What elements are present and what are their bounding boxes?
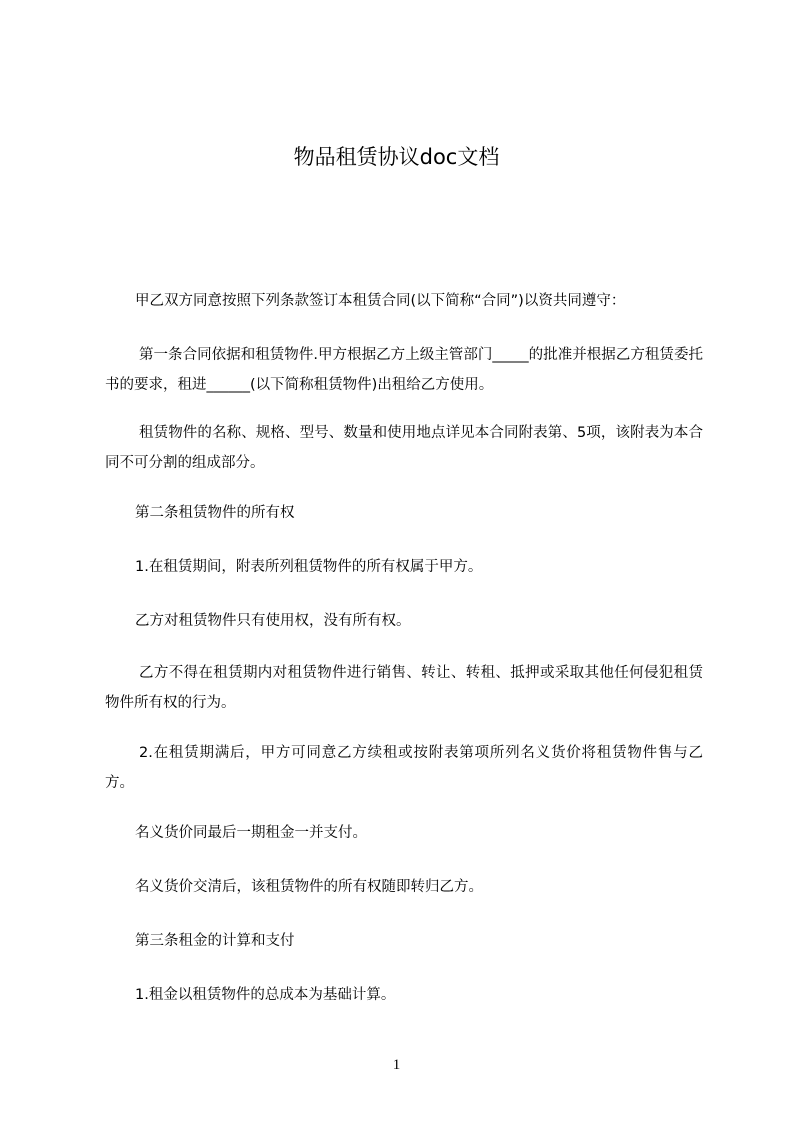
paragraph-article-2-item-2: 2.在租赁期满后，甲方可同意乙方续租或按附表第项所列名义货价将租赁物件售与乙方。 (105, 745, 703, 791)
paragraph-use-right: 乙方对租赁物件只有使用权，没有所有权。 (135, 613, 411, 629)
document-title: 物品租赁协议doc文档 (293, 145, 500, 169)
paragraph-article-3-item-1: 1.租金以租赁物件的总成本为基础计算。 (135, 987, 396, 1003)
paragraph-intro: 甲乙双方同意按照下列条款签订本租赁合同(以下简称“合同”)以资共同遵守： (135, 293, 626, 309)
paragraph-article-2-heading: 第二条租赁物件的所有权 (135, 505, 295, 521)
paragraph-article-2-item-1: 1.在租赁期间，附表所列租赁物件的所有权属于甲方。 (135, 559, 483, 575)
paragraph-prohibited-acts: 乙方不得在租赁期内对租赁物件进行销售、转让、转租、抵押或采取其他任何侵犯租赁物件所有权的行为。 (105, 665, 703, 711)
paragraph-ownership-transfer: 名义货价交清后，该租赁物件的所有权随即转归乙方。 (135, 879, 483, 895)
paragraph-lease-items: 租赁物件的名称、规格、型号、数量和使用地点详见本合同附表第、5项，该附表为本合同不可分割的组成部分。 (105, 425, 703, 471)
page-number: 1 (392, 1057, 401, 1073)
paragraph-nominal-price-payment: 名义货价同最后一期租金一并支付。 (135, 825, 367, 841)
paragraph-article-1: 第一条合同依据和租赁物件.甲方根据乙方上级主管部门_____的批准并根据乙方租赁委托书的要求，租进______(以下简称租赁物件)出租给乙方使用。 (105, 347, 703, 393)
paragraph-article-3-heading: 第三条租金的计算和支付 (135, 933, 295, 949)
